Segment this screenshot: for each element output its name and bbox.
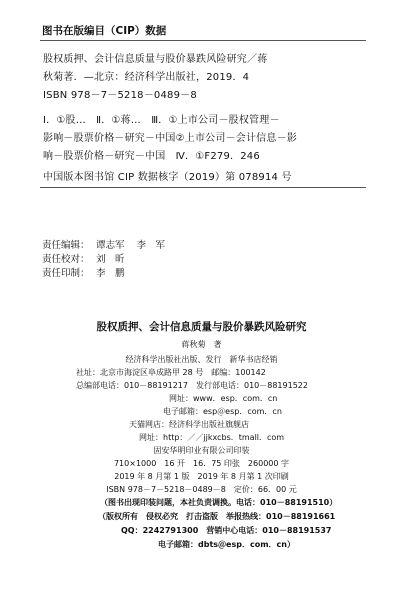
publisher-line: 经济科学出版社出版、发行 新华书店经销	[125, 355, 278, 364]
cip-line: 股权质押、会计信息质量与股价暴跌风险研究／蒋	[43, 54, 268, 65]
report-email: 电子邮箱：dbts＠esp．com．cn）	[158, 540, 295, 549]
publisher-email: 电子邮箱：esp＠esp．com．cn	[163, 407, 282, 416]
cip-record-number: 中国版本图书馆 CIP 数据核字（2019）第 078914 号	[43, 172, 292, 183]
book-author: 蒋秋菊 著	[181, 340, 222, 349]
cip-line: Ⅰ．①股… Ⅱ．①蒋… Ⅲ．①上市公司－股权管理－	[43, 115, 280, 126]
editor-row	[42, 237, 177, 251]
cip-bottom-rule	[40, 187, 366, 188]
exchange-notice: （图书出现印装问题，本社负责调换。电话：010－88191510）	[100, 498, 338, 507]
editor-name: 李 鹏	[96, 268, 125, 279]
book-title: 股权质押、会计信息质量与股价暴跌风险研究	[96, 321, 307, 333]
book-edition: 2019 年 8 月第 1 版 2019 年 8 月第 1 次印刷	[114, 472, 289, 481]
editor-role: 责任校对：	[42, 254, 90, 265]
printer: 固安华明印业有限公司印装	[153, 446, 250, 455]
tmall-url: 网址：http：／／jjkxcbs．tmall．com	[139, 433, 285, 442]
qq-contact: QQ：2242791300 营销中心电话：010－88191537	[121, 526, 332, 535]
publisher-website: 网址：www．esp．com．cn	[169, 394, 278, 403]
cip-line: 秋菊著．—北京：经济科学出版社，2019．4	[43, 72, 250, 83]
cip-line: 响－股票价格－研究－中国 Ⅳ．①F279．246	[43, 151, 260, 162]
editor-role: 责任印制：	[42, 268, 90, 279]
print-supervisor-row	[42, 265, 137, 279]
editor-name: 李 军	[136, 240, 166, 251]
publisher-phones: 总编部电话：010－88191217 发行部电话：010－88191522	[76, 381, 308, 390]
proofreader-row	[42, 251, 137, 265]
cip-heading: 图书在版编目（CIP）数据	[42, 25, 167, 37]
editor-role: 责任编辑：	[42, 240, 90, 251]
copyright-notice: （版权所有 侵权必究 打击盗版 举报热线：010－88191661	[98, 512, 336, 521]
editor-name: 刘 昕	[96, 254, 125, 265]
tmall-store: 天猫网店：经济科学出版社旗舰店	[129, 420, 249, 429]
publisher-address: 社址：北京市海淀区阜成路甲 28 号 邮编：100142	[76, 368, 266, 377]
editor-name: 谭志军	[96, 240, 125, 251]
cip-line: ISBN 978－7－5218－0489－8	[43, 90, 197, 101]
book-format: 710×1000 16 开 16．75 印张 260000 字	[113, 459, 290, 468]
cip-top-rule	[40, 40, 366, 41]
cip-line: 影响－股票价格－研究－中国②上市公司－会计信息－影	[43, 133, 297, 144]
isbn-price: ISBN 978－7－5218－0489－8 定价：66．00 元	[106, 485, 297, 494]
